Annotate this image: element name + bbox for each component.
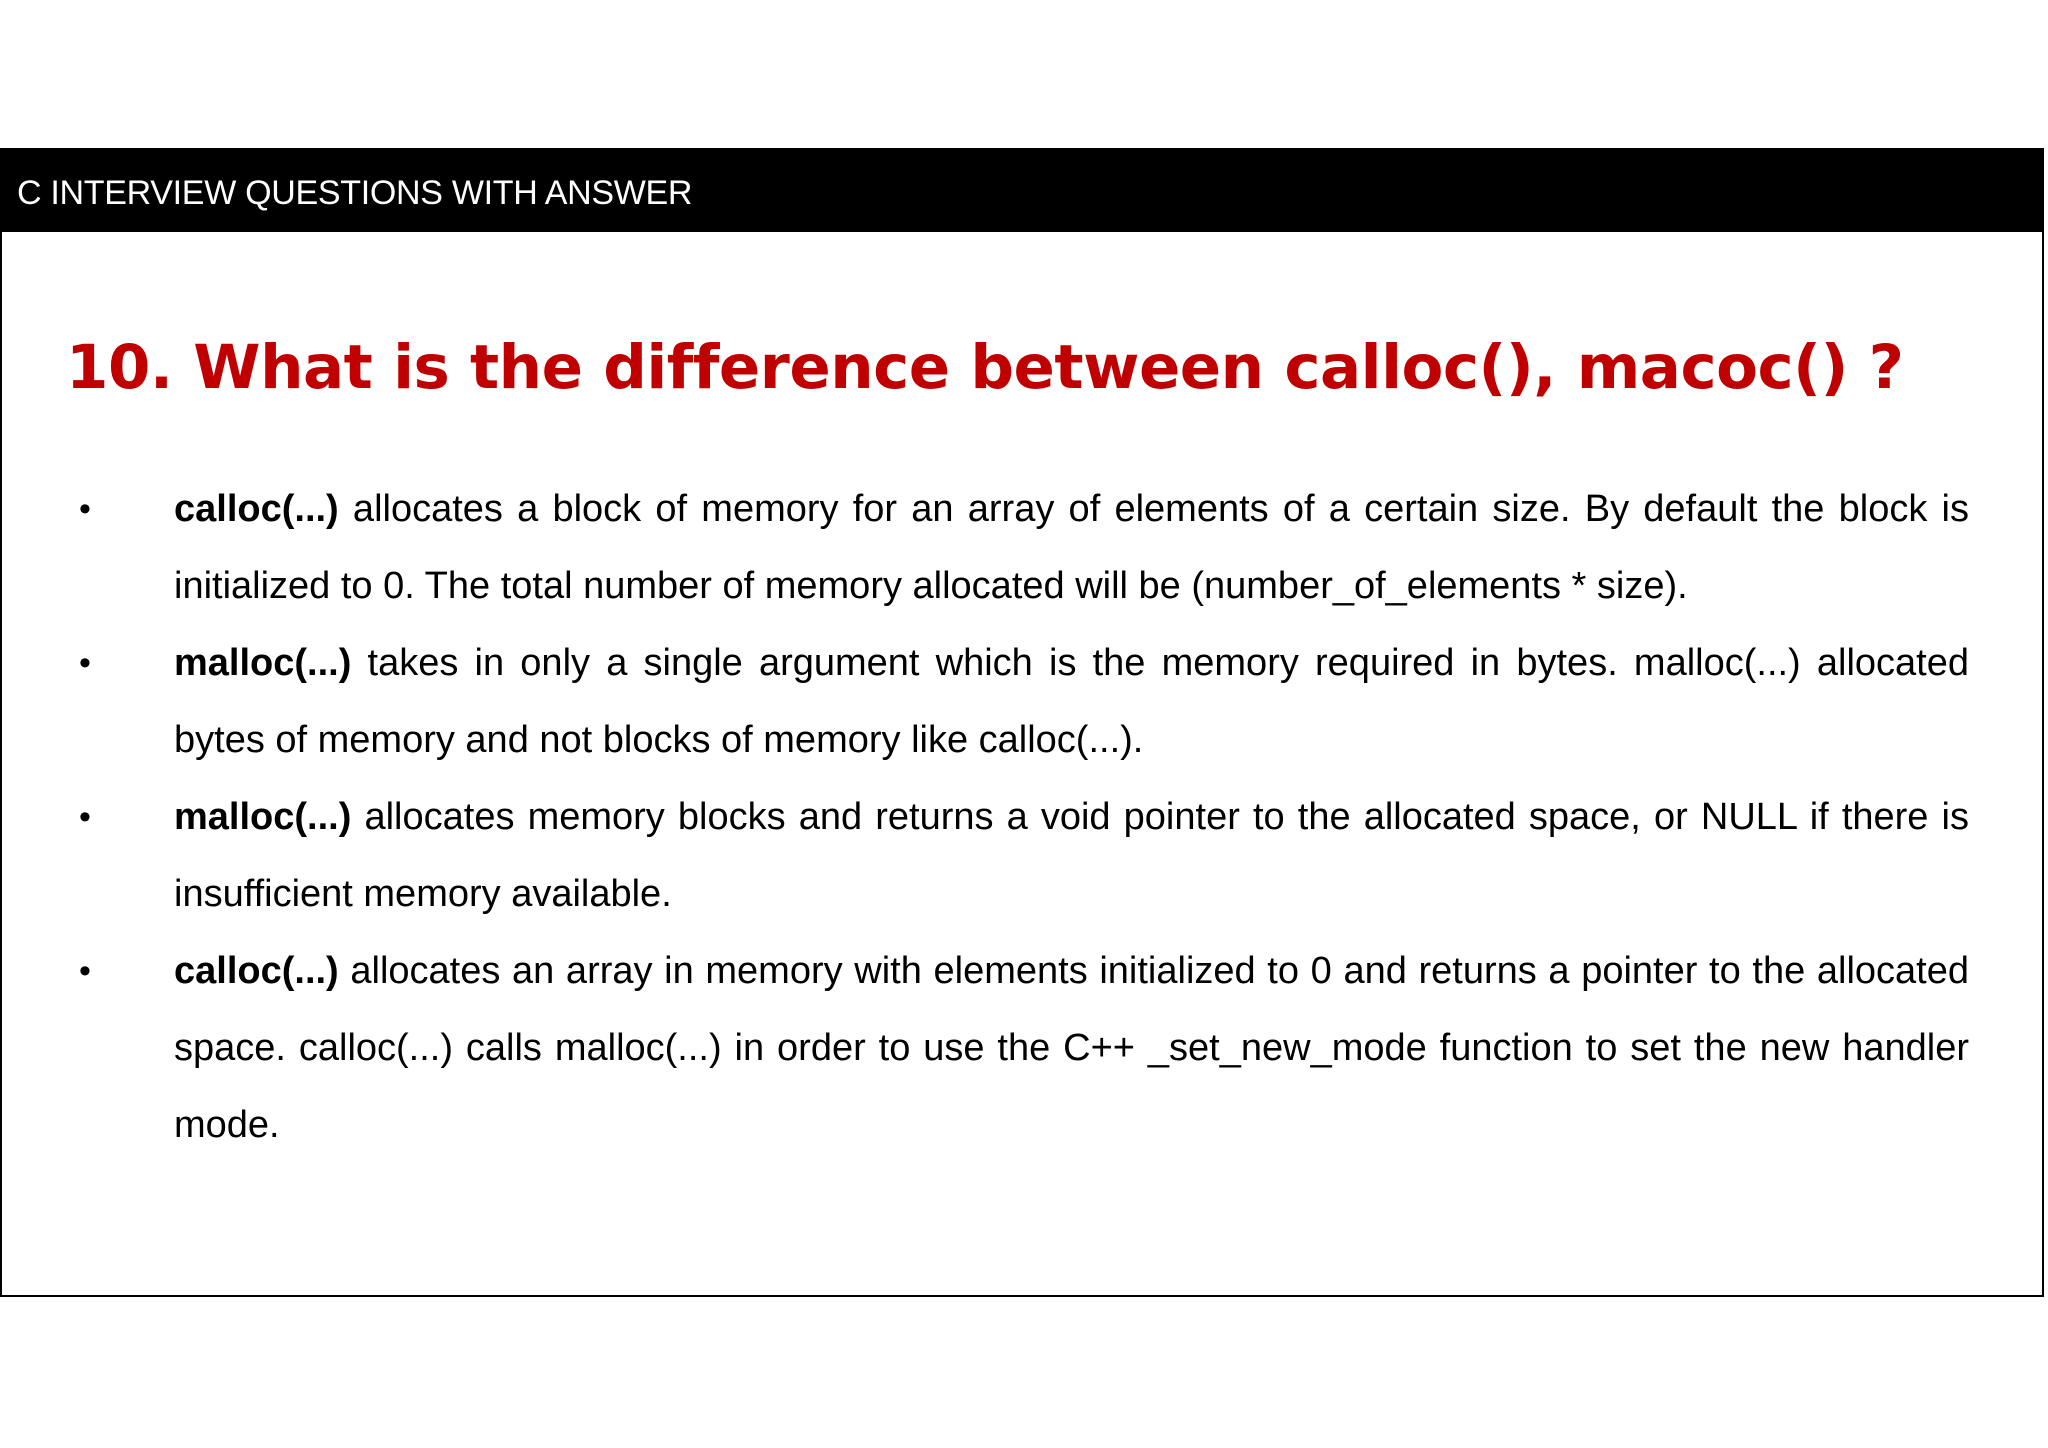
answer-text: allocates an array in memory with elements initialized to 0 and returns a pointer to the allocated space. calloc(...) calls malloc(...) in order to use the C++ _set_new_mode function to set the new handler mode. bbox=[174, 950, 1969, 1146]
header-title: C INTERVIEW QUESTIONS WITH ANSWER bbox=[17, 174, 693, 212]
answer-item-calloc-block bbox=[2, 471, 2042, 625]
answer-item-calloc-array bbox=[2, 933, 2042, 1164]
answer-item-malloc-return bbox=[2, 779, 2042, 933]
slide-frame bbox=[0, 148, 2044, 1297]
answer-term: malloc(...) bbox=[174, 796, 352, 838]
answer-text: allocates a block of memory for an array of elements of a certain size. By default the block is initialized to 0. The total number of memory allocated will be (number_of_elements * size). bbox=[174, 488, 1969, 607]
answer-text: allocates memory blocks and returns a void pointer to the allocated space, or NULL if there is insufficient memory available. bbox=[174, 796, 1969, 915]
answer-term: calloc(...) bbox=[174, 488, 339, 530]
answer-text: takes in only a single argument which is the memory required in bytes. malloc(...) allocated bytes of memory and not blocks of memory like calloc(...). bbox=[174, 642, 1969, 761]
answer-term: calloc(...) bbox=[174, 950, 339, 992]
bullet-icon: • bbox=[79, 798, 91, 836]
answer-item-malloc-bytes bbox=[2, 625, 2042, 779]
bullet-icon: • bbox=[79, 644, 91, 682]
question-title: 10. What is the difference between calloc(), macoc() ? bbox=[66, 332, 1904, 403]
answer-term: malloc(...) bbox=[174, 642, 352, 684]
bullet-icon: • bbox=[79, 952, 91, 990]
header-bar bbox=[2, 150, 2042, 232]
bullet-icon: • bbox=[79, 490, 91, 528]
answer-list bbox=[2, 471, 2042, 1164]
